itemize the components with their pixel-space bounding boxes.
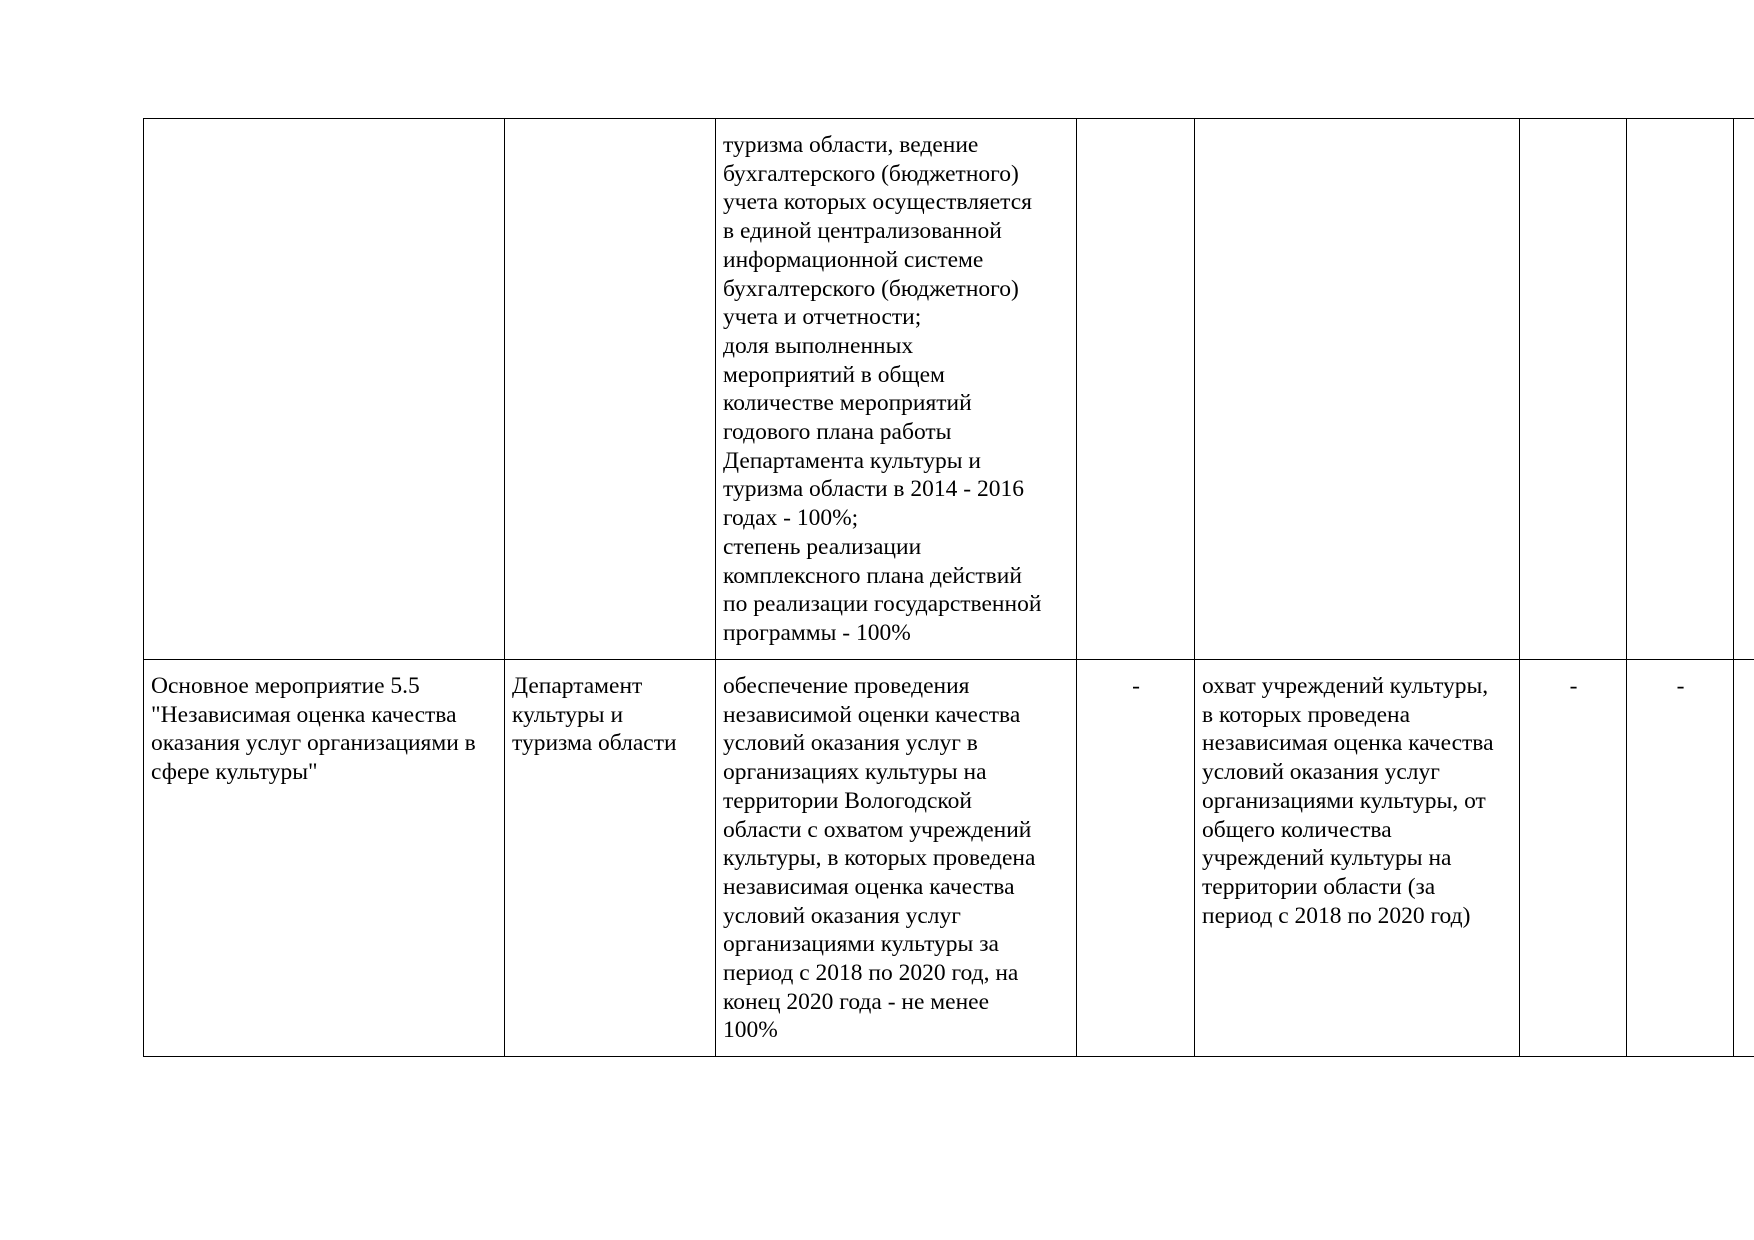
year-value-cell bbox=[1734, 660, 1754, 1057]
indicator-name-cell bbox=[1195, 119, 1520, 660]
responsible-executor-cell: Департамент культуры и туризма области bbox=[505, 660, 716, 1057]
program-activities-table bbox=[143, 118, 1754, 1057]
year-value-cell bbox=[1734, 119, 1754, 660]
year-value-cell bbox=[1627, 119, 1734, 660]
year-value-cell: - bbox=[1520, 660, 1627, 1057]
indicator-name-cell: охват учреждений культуры, в которых проведена независимая оценка качества условий оказания услуг организациями культуры, от общего количества учреждений культуры на территории области (за период с 2018 по 2020 год) bbox=[1195, 660, 1520, 1057]
indicator-value-cell: - bbox=[1077, 660, 1195, 1057]
activity-name-cell bbox=[144, 119, 505, 660]
expected-result-cell: туризма области, ведение бухгалтерского (бюджетного) учета которых осуществляется в единой централизованной информационной системе бухгалтерского (бюджетного) учета и отчетности; доля выполненных мероприятий в общем количестве мероприятий годового плана работы Департамента культуры и туризма области в 2014 - 2016 годах - 100%; степень реализации комплексного плана действий по реализации государственной программы - 100% bbox=[716, 119, 1077, 660]
year-value-cell: - bbox=[1627, 660, 1734, 1057]
year-value-cell bbox=[1520, 119, 1627, 660]
expected-result-cell: обеспечение проведения независимой оценки качества условий оказания услуг в организациях культуры на территории Вологодской области с охватом учреждений культуры, в которых проведена независимая оценка качества условий оказания услуг организациями культуры за период с 2018 по 2020 год, на конец 2020 года - не менее 100% bbox=[716, 660, 1077, 1057]
responsible-executor-cell bbox=[505, 119, 716, 660]
activity-name-cell: Основное мероприятие 5.5 "Независимая оценка качества оказания услуг организациями в сфере культуры" bbox=[144, 660, 505, 1057]
table-row bbox=[144, 660, 1754, 1057]
table-row bbox=[144, 119, 1754, 660]
indicator-value-cell bbox=[1077, 119, 1195, 660]
